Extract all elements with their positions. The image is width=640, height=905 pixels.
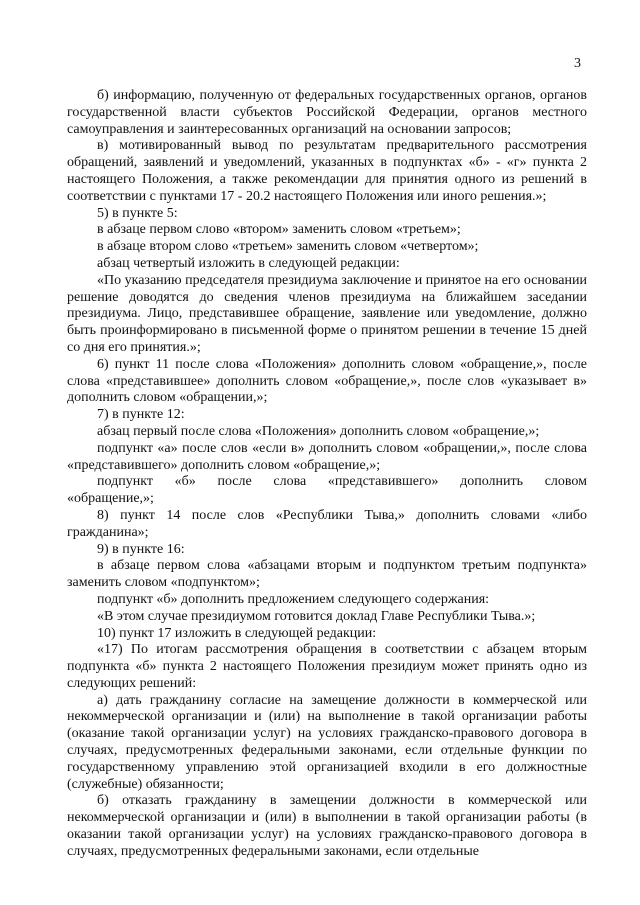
paragraph-item-7: 7) в пункте 12: [97,407,185,423]
paragraph-item-8: 8) пункт 14 после слов «Республики Тыва,» дополнить словами «либо гражданина»; [67,507,587,540]
paragraph-item-7-abzac-1: абзац первый после слова «Положения» дополнить словом «обращение,»; [97,423,540,439]
paragraph-decision-b: б) отказать гражданину в замещении должности в коммерческой или некоммерческой организации и (или) в выполнении в такой организации работы (в оказании такой организации услуг) на условиях гражданско-правового договора в случаях, предусмотренных федеральными законами, если отдельные [67,793,587,859]
paragraph-item-9-subitem-b: подпункт «б» дополнить предложением следующего содержания: [97,591,490,607]
paragraph-item-5-abzac-4: абзац четвертый изложить в следующей редакции: [97,255,400,271]
paragraph-item-7-subitem-a: подпункт «а» после слов «если в» дополнить словом «обращении,», после слова «представившего» дополнить словом «обращение,»; [67,440,587,473]
paragraph-decision-a: а) дать гражданину согласие на замещение должности в коммерческой или некоммерческой организации и (или) на выполнение в такой организации работы (оказание такой организации услуг) на условиях гражданско-правового договора в случаях, предусмотренных федеральными законами, если отдельные функции по государственному управлению этой организацией входили в его должностные (служебные) обязанности; [67,692,587,792]
paragraph-b-information: б) информацию, полученную от федеральных государственных органов, органов государственной власти субъектов Российской Федерации, органов местного самоуправления и заинтересованных организаций на основании запросов; [67,88,587,137]
paragraph-item-9-abzac-1: в абзаце первом слова «абзацами вторым и подпунктом третьим подпункта» заменить словом «подпунктом»; [67,558,587,591]
paragraph-quote-item-17: «17) По итогам рассмотрения обращения в соответствии с абзацем вторым подпункта «б» пункта 2 настоящего Положения президиум может принять одно из следующих решений: [67,642,587,691]
paragraph-item-5-abzac-1: в абзаце первом слово «втором» заменить словом «третьем»; [97,222,461,238]
paragraph-quote-report: «В этом случае президиумом готовится доклад Главе Республики Тыва.»; [97,608,536,624]
document-body [67,88,587,861]
paragraph-item-9: 9) в пункте 16: [97,541,185,557]
paragraph-item-10: 10) пункт 17 изложить в следующей редакции: [97,625,377,641]
paragraph-quote-decision: «По указанию председателя президиума заключение и принятое на его основании решение доводятся до сведения членов президиума на ближайшем заседании президиума. Лицо, представившее обращение, заявление или уведомление, должно быть проинформировано в письменной форме о принятом решении в течение 15 дней со дня его принятия.»; [67,272,587,355]
paragraph-item-5: 5) в пункте 5: [97,205,178,221]
paragraph-v-conclusion: в) мотивированный вывод по результатам предварительного рассмотрения обращений, заявлений и уведомлений, указанных в подпунктах «б» - «г» пункта 2 настоящего Положения, а также рекомендации для принятия одного из решений в соответствии с пунктами 17 - 20.2 настоящего Положения или иного решения.»; [67,138,587,204]
page-number: 3 [574,56,581,71]
paragraph-item-7-subitem-b: подпункт «б» после слова «представившего» дополнить словом «обращение,»; [67,474,587,507]
paragraph-item-5-abzac-2: в абзаце втором слово «третьем» заменить словом «четвертом»; [97,239,479,255]
paragraph-item-6: 6) пункт 11 после слова «Положения» дополнить словом «обращение,», после слова «представившее» дополнить словом «обращение,», после слов «указывает в» дополнить словом «обращении,»; [67,356,587,406]
